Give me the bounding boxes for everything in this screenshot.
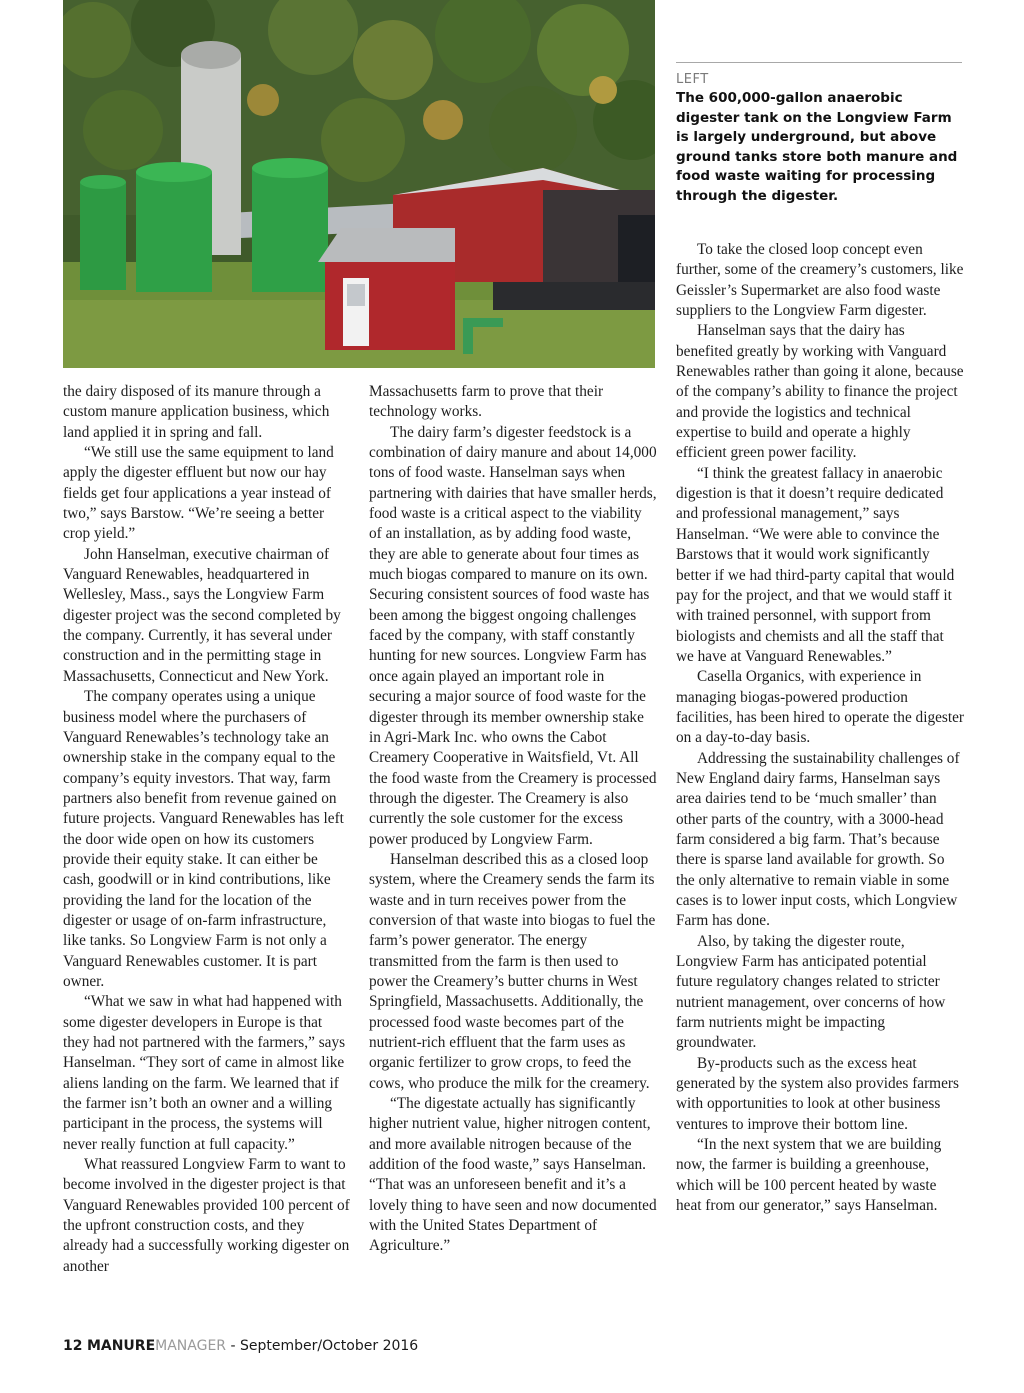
paragraph: “In the next system that we are building now, the farmer is building a greenhouse, which will be 100 percent heated by waste heat from our generator,” says Hanselman. bbox=[676, 1136, 942, 1215]
paragraph: the dairy disposed of its manure through a custom manure application business, which land applied it in spring and fall. bbox=[63, 383, 330, 441]
paragraph: Casella Organics, with experience in managing biogas-powered production facilities, has been hired to operate the digester on a day-to-day basis. bbox=[676, 668, 964, 747]
paragraph: John Hanselman, executive chairman of Vanguard Renewables, headquartered in Wellesley, Mass., says the Longview Farm digester project was the second completed by the company. Currently, it has several under construction and in the permitting stage in Massachusetts, Connecticut and New York. bbox=[63, 545, 341, 685]
paragraph: Massachusetts farm to prove that their technology works. bbox=[369, 383, 604, 421]
paragraph: Also, by taking the digester route, Longview Farm has anticipated potential future regulatory changes related to stricter nutrient management, over concerns of how farm nutrients might be impacting groundwater. bbox=[676, 932, 946, 1052]
caption-label: LEFT bbox=[676, 72, 709, 87]
paragraph: The company operates using a unique business model where the purchasers of Vanguard Renewables’s technology take an ownership stake in the company equal to the company’s equity investors. That way, farm partners also benefit from revenue gained on future projects. Vanguard Renewables has left the door wide open on how its customers provide their equity stake. It can either be cash, goodwill or in kind contributions, like providing the land for the location of the digester or usage of on-farm infrastructure, like tanks. So Longview Farm is not only a Vanguard Renewables customer. It is part owner. bbox=[63, 688, 344, 990]
paragraph: Addressing the sustainability challenges of New England dairy farms, Hanselman says area dairies tend to be ‘much smaller’ than other parts of the country, with a 3000-head farm considered a big farm. That’s because there is sparse land available for growth. So the only alternative to remain viable in some cases is to lower input costs, which Longview Farm has done. bbox=[676, 749, 960, 930]
article-column-2 bbox=[369, 382, 658, 1257]
article-column-1 bbox=[63, 382, 351, 1277]
paragraph: To take the closed loop concept even further, some of the creamery’s customers, like Geissler’s Supermarket are also food waste suppliers to the Longview Farm digester. bbox=[676, 241, 964, 320]
page-footer bbox=[63, 1338, 418, 1354]
paragraph: The dairy farm’s digester feedstock is a combination of dairy manure and about 14,000 tons of food waste. Hanselman says when partnering with dairies that have smaller herds, food waste is a critical aspect to the viability of an installation, as by adding food waste, they are able to generate about four times as much biogas compared to manure on its own. Securing consistent sources of food waste has been among the biggest ongoing challenges faced by the company, with staff constantly hunting for new sources. Longview Farm has once again played an important role in securing a major source of food waste for the digester through its member ownership stake in Agri-Mark Inc. who owns the Cabot Creamery Cooperative in Waitsfield, Vt. All the food waste from the Creamery is processed through the digester. The Creamery is also currently the sole customer for the excess power produced by Longview Farm. bbox=[369, 423, 657, 848]
paragraph: Hanselman described this as a closed loop system, where the Creamery sends the farm its waste and in turn receives power from the conversion of that waste into biogas to fuel the farm’s power generator. The energy transmitted from the farm is then used to power the Creamery’s butter churns in West Springfield, Massachusetts. Additionally, the processed food waste becomes part of the nutrient-rich effluent that the farm uses as organic fertilizer to grow crops, to feed the cows, who produce the milk for the creamery. bbox=[369, 850, 656, 1092]
paragraph: What reassured Longview Farm to want to become involved in the digester project is that Vanguard Renewables provided 100 percent of the upfront construction costs, and they already had a successfully working digester on another bbox=[63, 1156, 350, 1275]
magazine-name-bold: MANURE bbox=[86, 1338, 156, 1354]
farm-photo-illustration bbox=[63, 0, 655, 368]
magazine-name-light: MANAGER bbox=[155, 1338, 227, 1354]
photo-caption bbox=[676, 62, 962, 206]
paragraph: “What we saw in what had happened with some digester developers in Europe is that they had not partnered with the farmers,” says Hanselman. “They sort of came in almost like aliens landing on the farm. We learned that if the farmer isn’t both an owner and a willing participant in the process, the systems will never really function at full capacity.” bbox=[63, 993, 346, 1153]
issue-date: - September/October 2016 bbox=[230, 1338, 419, 1354]
caption-text: The 600,000-gallon anaerobic digester tank on the Longview Farm is largely underground, but above ground tanks store both manure and food waste waiting for processing through the digester. bbox=[676, 90, 958, 204]
article-column-3 bbox=[676, 240, 964, 1217]
paragraph: “I think the greatest fallacy in anaerobic digestion is that it doesn’t require dedicated and professional management,” says Hanselman. “We were able to convince the Barstows that it would work significantly better if we had third-party capital that would pay for the project, and that we would staff it with trained personnel, with support from biologists and chemists and all the staff that we have at Vanguard Renewables.” bbox=[676, 464, 955, 665]
paragraph: “The digestate actually has significantly higher nutrient value, higher nitrogen content, and more available nitrogen because of the addition of the food waste,” says Hanselman. “That was an unforeseen benefit and it’s a lovely thing to have seen and now documented with the United States Department of Agriculture.” bbox=[369, 1095, 657, 1255]
paragraph: Hanselman says that the dairy has benefited greatly by working with Vanguard Renewables rather than going it alone, because of the company’s ability to finance the project and provide the logistics and technical expertise to build and operate a highly efficient green power facility. bbox=[676, 322, 964, 462]
page-number: 12 bbox=[63, 1338, 83, 1354]
paragraph: “We still use the same equipment to land apply the digester effluent but now our hay fields get four applications a year instead of two,” says Barstow. “We’re seeing a better crop yield.” bbox=[63, 444, 334, 543]
farm-photo bbox=[63, 0, 655, 368]
paragraph: By-products such as the excess heat generated by the system also provides farmers with opportunities to look at other business ventures to improve their bottom line. bbox=[676, 1054, 959, 1133]
